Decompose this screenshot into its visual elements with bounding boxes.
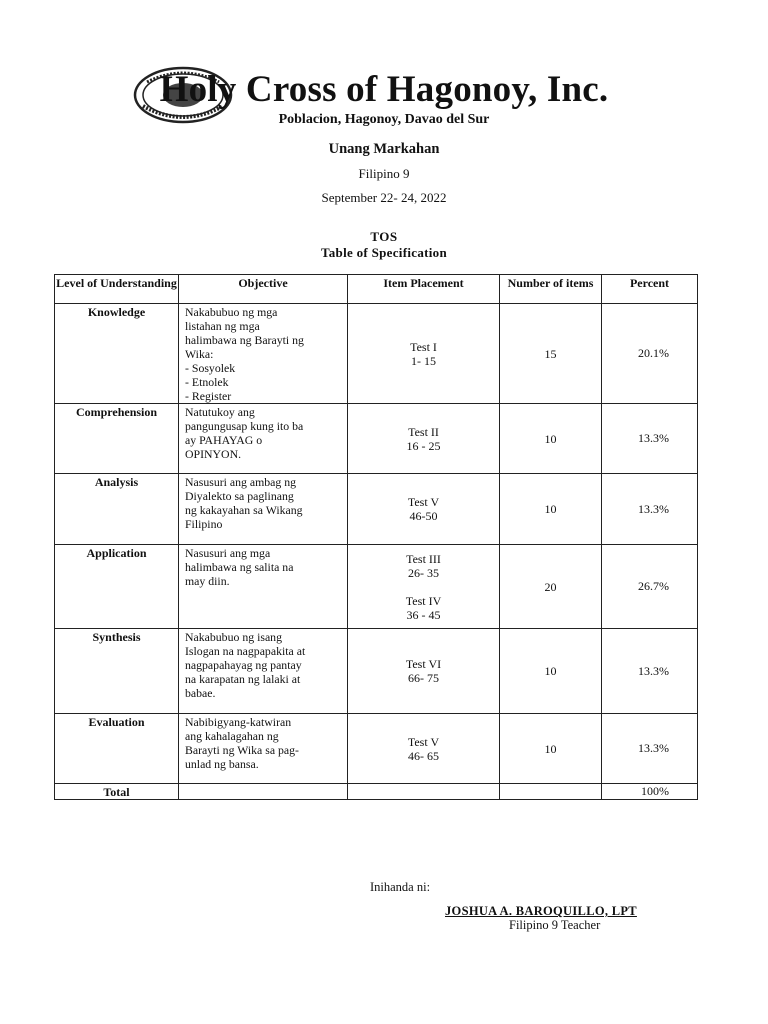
cell-objective [179, 404, 348, 474]
cell-percent: 20.1% [602, 304, 698, 404]
placement-line: Test I [410, 339, 437, 354]
total-percent: 100% [602, 784, 698, 800]
school-name: Holy Cross of Hagonoy, Inc. [159, 69, 609, 110]
objective-line: OPINYON. [185, 447, 242, 461]
cell-percent: 13.3% [602, 714, 698, 784]
header-objective: Objective [179, 275, 348, 304]
placement-line: 36 - 45 [406, 607, 441, 622]
cell-level: Application [55, 545, 179, 629]
cell-number: 10 [500, 404, 602, 474]
cell-level: Evaluation [55, 714, 179, 784]
table-header-row [55, 275, 698, 304]
table-row [55, 629, 698, 714]
objective-line: Nabibigyang-katwiran [185, 715, 292, 729]
cell-percent: 26.7% [602, 545, 698, 629]
objective-line: Nakabubuo ng isang [185, 630, 282, 644]
total-objective [179, 784, 348, 800]
objective-line: - Sosyolek [185, 361, 236, 375]
header-level: Level of Understanding [55, 275, 179, 304]
objective-line: Nakabubuo ng mga [185, 305, 278, 319]
objective-line: ang kahalagahan ng [185, 729, 279, 743]
table-row [55, 304, 698, 404]
objective-line: may diin. [185, 574, 230, 588]
table-row [55, 404, 698, 474]
objective-line: pangungusap kung ito ba [185, 419, 304, 433]
header-percent: Percent [602, 275, 698, 304]
objective-line: ng kakayahan sa Wikang [185, 503, 303, 517]
document-header [0, 62, 768, 132]
cell-objective [179, 474, 348, 545]
teacher-role: Filipino 9 Teacher [509, 918, 601, 932]
quarter-heading: Unang Markahan [328, 141, 440, 157]
objective-line: Filipino [185, 517, 223, 531]
objective-line: na karapatan ng lalaki at [185, 672, 301, 686]
total-label: Total [55, 784, 179, 800]
placement-line: 46-50 [409, 509, 438, 523]
cell-objective [179, 545, 348, 629]
cell-level: Comprehension [55, 404, 179, 474]
cell-number: 20 [500, 545, 602, 629]
cell-number: 10 [500, 714, 602, 784]
objective-line: Diyalekto sa paglinang [185, 489, 294, 503]
subject-line: Filipino 9 [358, 166, 410, 181]
placement-line: Test VI [405, 657, 442, 671]
cell-number: 15 [500, 304, 602, 404]
objective-line: listahan ng mga [185, 319, 260, 333]
cell-placement [348, 404, 500, 474]
placement-line: Test II [408, 424, 439, 439]
objective-line: babae. [185, 686, 216, 700]
objective-line: nagpapahayag ng pantay [185, 658, 302, 672]
objective-line: Wika: [185, 347, 214, 361]
placement-line: 16 - 25 [406, 438, 441, 453]
cell-level: Synthesis [55, 629, 179, 714]
header-number: Number of items [500, 275, 602, 304]
cell-objective [179, 629, 348, 714]
cell-placement [348, 304, 500, 404]
objective-line: halimbawa ng Barayti ng [185, 333, 304, 347]
prepared-by-label: Inihanda ni: [370, 880, 431, 894]
document-title: TOS [370, 229, 398, 244]
objective-line: - Etnolek [185, 375, 229, 389]
cell-percent: 13.3% [602, 404, 698, 474]
objective-line: Nasusuri ang mga [185, 546, 271, 560]
date-range: September 22- 24, 2022 [321, 190, 447, 205]
teacher-name: JOSHUA A. BAROQUILLO, LPT [445, 904, 637, 918]
specification-table [54, 274, 698, 800]
header-placement: Item Placement [348, 275, 500, 304]
cell-placement [348, 714, 500, 784]
cell-objective [179, 714, 348, 784]
cell-number: 10 [500, 629, 602, 714]
objective-line: unlad ng bansa. [185, 757, 259, 771]
cell-level: Analysis [55, 474, 179, 545]
objective-line: ay PAHAYAG o [185, 433, 263, 447]
cell-percent: 13.3% [602, 629, 698, 714]
table-total-row [55, 784, 698, 800]
cell-placement [348, 545, 500, 629]
cell-level: Knowledge [55, 304, 179, 404]
cell-objective [179, 304, 348, 404]
cell-percent: 13.3% [602, 474, 698, 545]
placement-line: Test V [407, 495, 440, 509]
table-row [55, 714, 698, 784]
placement-line: Test III [406, 551, 441, 566]
objective-line: Islogan na nagpapakita at [185, 644, 306, 658]
objective-line: Natutukoy ang [185, 405, 255, 419]
total-placement [348, 784, 500, 800]
cell-placement [348, 629, 500, 714]
objective-line: - Register [185, 389, 232, 403]
objective-line: halimbawa ng salita na [185, 560, 294, 574]
table-row [55, 474, 698, 545]
document-subtitle: Table of Specification [320, 245, 447, 260]
objective-line: Nasusuri ang ambag ng [185, 475, 297, 489]
table-row [55, 545, 698, 629]
school-address: Poblacion, Hagonoy, Davao del Sur [278, 112, 490, 127]
total-number [500, 784, 602, 800]
placement-line [348, 580, 499, 594]
placement-line: 66- 75 [408, 671, 439, 685]
placement-line: 26- 35 [408, 565, 439, 580]
placement-line: Test IV [405, 593, 442, 608]
cell-number: 10 [500, 474, 602, 545]
placement-line: Test V [407, 734, 440, 749]
objective-line: Barayti ng Wika sa pag- [185, 743, 299, 757]
cell-placement [348, 474, 500, 545]
placement-line: 1- 15 [411, 353, 436, 368]
placement-line: 46- 65 [408, 748, 439, 763]
